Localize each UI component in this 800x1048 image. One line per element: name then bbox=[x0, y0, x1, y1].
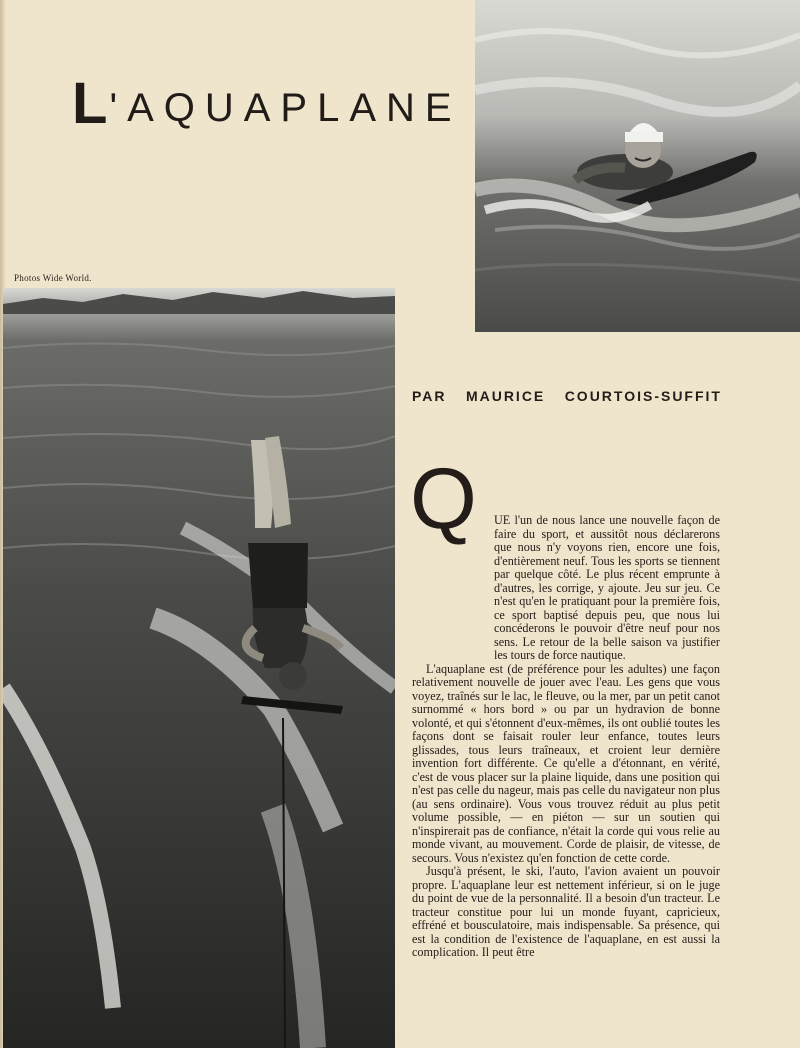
paragraph-text: UE l'un de nous lance une nouvelle façon de faire du sport, et aussitôt nous déclarerons que nous n'y voyons rien, encore une fois, d'entièrement neuf. Tous les sports se tiennent par quelque côté. Le plus récent emprunte à d'autres, les corrige, y ajoute. Jeu sur jeu. Ce n'est qu'en le pratiquant pour la première fois, ce sport baptisé depuis peu, que nous lui concéderons le pouvoir d'être neuf pour nos sens. Le retour de la belle saison va justifier les tours de force nautique. bbox=[494, 513, 720, 662]
photo-woman-on-board bbox=[475, 0, 800, 332]
title-rest: 'AQUAPLANE bbox=[109, 86, 462, 130]
photo-credit: Photos Wide World. bbox=[14, 273, 92, 283]
byline bbox=[412, 388, 722, 404]
title-initial: L bbox=[72, 71, 110, 136]
byline-word: PAR bbox=[412, 388, 447, 404]
photo-handstand-diver bbox=[3, 288, 395, 1048]
article-paragraph bbox=[412, 514, 720, 663]
byline-word: COURTOIS-SUFFIT bbox=[564, 388, 722, 404]
page-title bbox=[72, 71, 472, 136]
article-body bbox=[412, 514, 720, 960]
byline-word: MAURICE bbox=[465, 388, 546, 404]
article-paragraph: Jusqu'à présent, le ski, l'auto, l'avion avaient un pouvoir propre. L'aquaplane leur est nettement inférieur, si on le juge du point de vue de la personnalité. Il a besoin d'un tracteur. Le tracteur constitue pour lui un monde fuyant, capricieux, effréné et bousculatoire, mais indispensable. Sa présence, qui est la condition de l'existence de l'aquaplane, en est aussi la complication. Il peut être bbox=[412, 864, 720, 959]
article-paragraph: L'aquaplane est (de préférence pour les adultes) une façon relativement nouvelle de jouer avec l'eau. Les gens que vous voyez, traînés sur le lac, le fleuve, ou la mer, par un petit canot surnommé « hors bord » ou par un hydravion de bonne volonté, et qui s'étonnent d'eux-mêmes, ils ont oublié toutes les façons dont se faisait rouler leur enfance, toutes leurs glissades, tous leurs traîneaux, et croient leur dernière invention fort différente. Ce qu'elle a d'étonnant, en vérité, c'est de vous placer sur la plaine liquide, dans une position qui n'est pas celle du nageur, mais pas celle du navigateur non plus (au sens ordinaire). Vous vous trouvez réduit au plus petit volume possible, — en piéton — sur un soutien qui n'inspirerait pas de confiance, n'était la corde qui vous relie au monde vivant, au mouvement. Corde de plaisir, de vitesse, de secours. Vous n'existez qu'en fonction de cette corde. bbox=[412, 661, 721, 865]
drop-cap: Q bbox=[410, 451, 477, 547]
